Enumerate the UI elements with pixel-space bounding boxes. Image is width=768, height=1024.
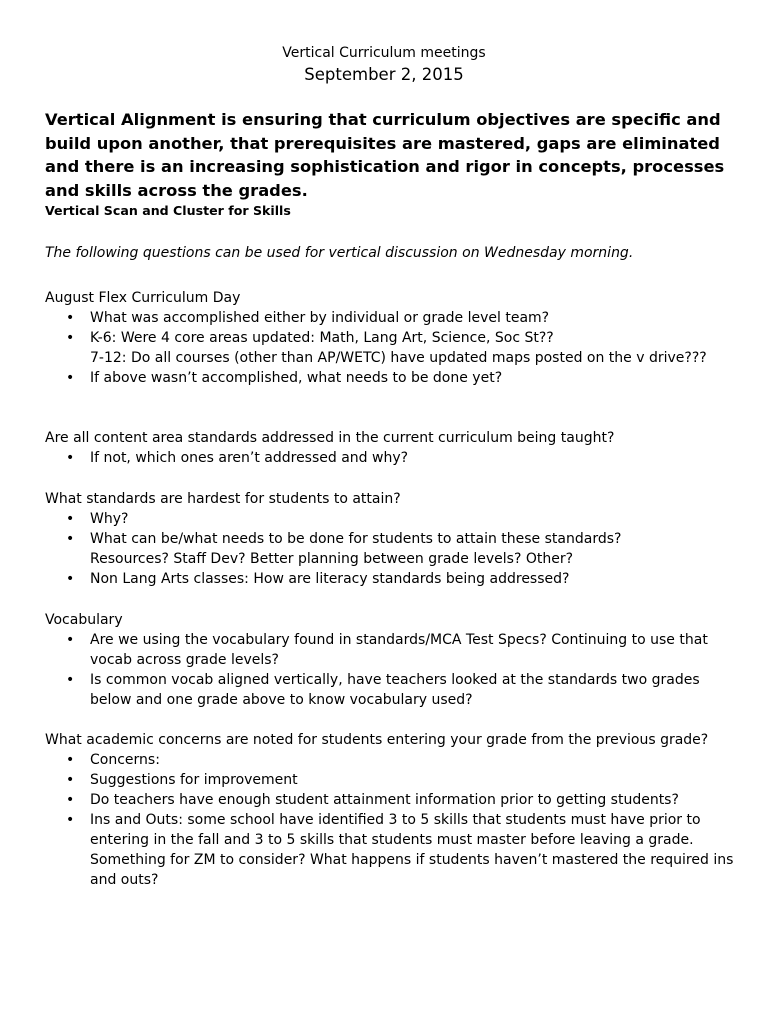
section-heading: What academic concerns are noted for students entering your grade from the previous grade?: [45, 732, 709, 748]
intro-paragraph: Vertical Alignment is ensuring that curriculum objectives are specific and build upon another, that prerequisites are mastered, gaps are eliminated and there is an increasing sophistication and rigor in concepts, processes and skills across the grades.: [45, 110, 725, 200]
list-item: [45, 448, 735, 468]
section-august-flex: [45, 288, 735, 388]
list-item-text: • Non Lang Arts classes: How are literacy standards being addressed?: [90, 571, 570, 587]
bullet-list: [45, 448, 735, 468]
list-item-text: • K-6: Were 4 core areas updated: Math, Lang Art, Science, Soc St??: [90, 330, 554, 346]
list-item-text: • If not, which ones aren’t addressed and why?: [90, 450, 409, 466]
list-item: [45, 630, 735, 670]
list-item-text: • Are we using the vocabulary found in standards/MCA Test Specs? Continuing to use that vocab across grade levels?: [90, 632, 708, 668]
discussion-note: The following questions can be used for vertical discussion on Wednesday morning.: [45, 245, 634, 261]
list-item-text: • Suggestions for improvement: [90, 772, 298, 788]
bullet-list: [45, 308, 735, 388]
section-heading: Vocabulary: [45, 612, 123, 628]
subheading: Vertical Scan and Cluster for Skills: [45, 203, 291, 218]
list-item: [45, 770, 735, 790]
list-item-text: 7-12: Do all courses (other than AP/WETC) have updated maps posted on the v drive???: [90, 350, 707, 366]
list-item: [45, 529, 735, 569]
document-date: September 2, 2015: [304, 65, 464, 84]
list-item: [45, 670, 735, 710]
list-item: [45, 750, 735, 770]
list-item: [45, 810, 735, 890]
bullet-list: [45, 630, 735, 710]
list-item: [45, 368, 735, 388]
list-item-text: • Is common vocab aligned vertically, have teachers looked at the standards two grades below and one grade above to know vocabulary used?: [90, 672, 700, 708]
list-item: [45, 569, 735, 589]
list-item: [45, 509, 735, 529]
bullet-list: [45, 509, 735, 589]
bullet-list: [45, 750, 735, 890]
document-title: Vertical Curriculum meetings: [282, 45, 486, 61]
section-hardest-standards: [45, 489, 735, 589]
list-item: [45, 790, 735, 810]
section-standards-addressed: [45, 428, 735, 468]
list-item-text: • Concerns:: [90, 752, 160, 768]
list-item-text: Something for ZM to consider? What happens if students haven’t mastered the required ins and outs?: [90, 852, 734, 888]
list-item-text: • Do teachers have enough student attainment information prior to getting students?: [90, 792, 679, 808]
list-item-text: • If above wasn’t accomplished, what needs to be done yet?: [90, 370, 503, 386]
list-item-text: • Why?: [90, 511, 129, 527]
list-item-text: Resources? Staff Dev? Better planning between grade levels? Other?: [90, 551, 574, 567]
list-item-text: • Ins and Outs: some school have identified 3 to 5 skills that students must have prior to entering in the fall and 3 to 5 skills that students must master before leaving a grade.: [90, 812, 701, 848]
list-item: [45, 328, 735, 368]
section-heading: August Flex Curriculum Day: [45, 290, 241, 306]
section-heading: What standards are hardest for students to attain?: [45, 491, 401, 507]
list-item-text: • What was accomplished either by individual or grade level team?: [90, 310, 550, 326]
section-vocabulary: [45, 610, 735, 710]
list-item: [45, 308, 735, 328]
section-academic-concerns: [45, 730, 735, 890]
section-heading: Are all content area standards addressed in the current curriculum being taught?: [45, 430, 615, 446]
list-item-text: • What can be/what needs to be done for students to attain these standards?: [90, 531, 622, 547]
